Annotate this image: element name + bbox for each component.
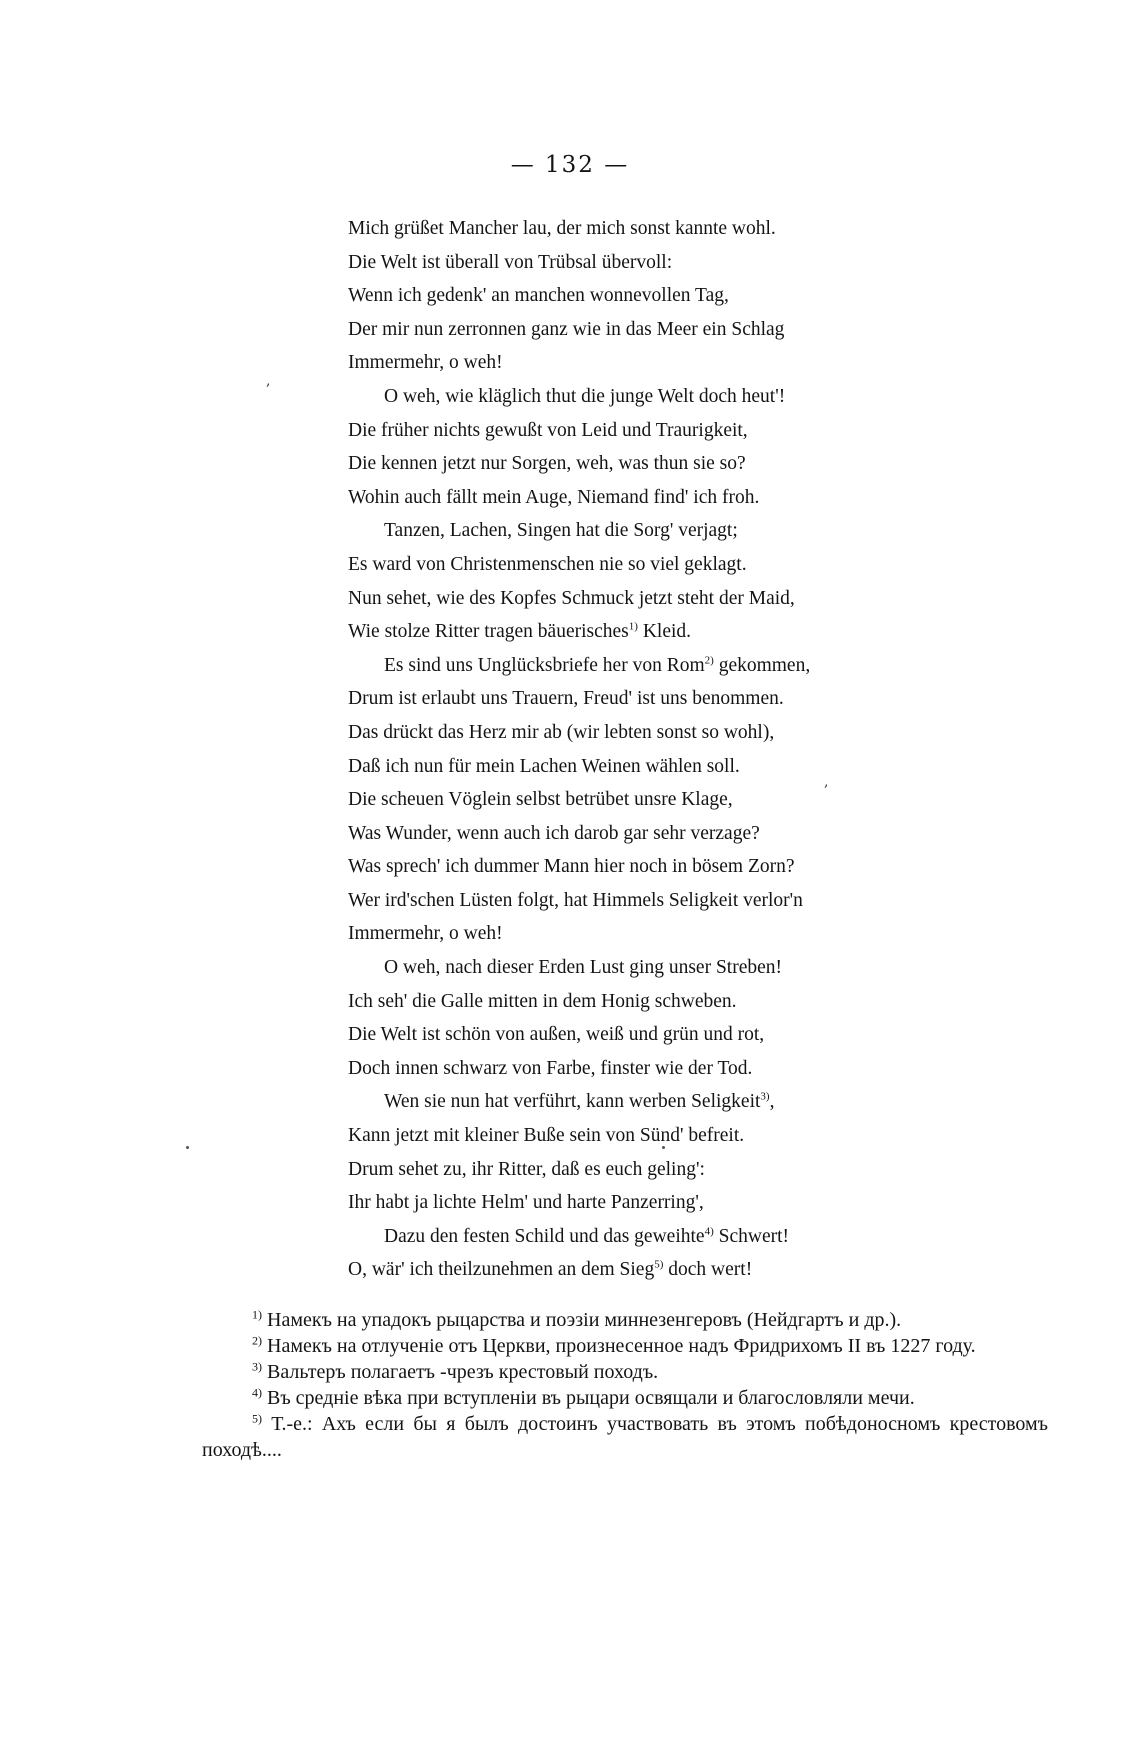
poem-line-text: Drum ist erlaubt uns Trauern, Freud' ist uns benommen. [348, 688, 784, 710]
poem-line-text: Es ward von Christenmenschen nie so viel geklagt. [348, 553, 747, 575]
poem-line-tail: Kleid. [637, 621, 692, 643]
footnote-marker: 1) [628, 620, 638, 633]
poem-line-text: Was sprech' ich dummer Mann hier noch in bösem Zorn? [348, 856, 795, 878]
poem-line [348, 682, 908, 716]
footnote-number: 2) [252, 1333, 262, 1348]
footnote-text: Намекъ на упадокъ рыцарства и поэзіи миннезенгеровъ (Нейдгартъ и др.). [262, 1309, 902, 1331]
poem-line-text: Mich grüßet Mancher lau, der mich sonst kannte wohl. [348, 218, 776, 239]
poem-line [348, 917, 908, 951]
poem-line-text: Der mir nun zerronnen ganz wie in das Meer ein Schlag [348, 318, 785, 340]
footnotes [202, 1307, 1048, 1463]
footnote-number: 5) [252, 1411, 262, 1426]
poem-line-text: Doch innen schwarz von Farbe, finster wie der Tod. [348, 1057, 753, 1079]
poem-line [348, 414, 908, 448]
margin-mark: , [266, 373, 271, 389]
poem-line-text: Wer ird'schen Lüsten folgt, hat Himmels Seligkeit verlor'n [348, 889, 803, 911]
poem-line [348, 346, 908, 380]
poem-line [348, 985, 908, 1019]
footnote-marker: 5) [654, 1258, 664, 1271]
poem-line [348, 817, 908, 851]
poem-line [348, 1119, 908, 1153]
page-number: — 132 — [510, 152, 630, 178]
footnote [202, 1411, 1048, 1463]
poem-line-text: O, wär' ich theilzunehmen an dem Sieg [348, 1259, 655, 1281]
footnote-marker: 2) [704, 654, 714, 667]
poem-line [348, 615, 908, 649]
footnote-number: 4) [252, 1385, 262, 1400]
footnote-text: Въ средніе вѣка при вступленіи въ рыцари освящали и благословляли мечи. [262, 1387, 915, 1409]
poem-line-text: Nun sehet, wie des Kopfes Schmuck jetzt steht der Maid, [348, 587, 795, 609]
footnote [202, 1333, 1048, 1359]
poem-line-tail: gekommen, [713, 654, 811, 676]
poem-line [348, 514, 908, 548]
footnote-number: 3) [252, 1359, 262, 1374]
poem-line-tail: doch wert! [663, 1259, 753, 1281]
poem-line-text: Dazu den festen Schild und das geweihte [384, 1225, 705, 1247]
poem-line [348, 1018, 908, 1052]
separator-dot [186, 1146, 189, 1149]
poem-line-text: Drum sehet zu, ihr Ritter, daß es euch geling': [348, 1158, 705, 1180]
poem-line-text: Daß ich nun für mein Lachen Weinen wählen soll. [348, 755, 740, 777]
poem-line-text: Die Welt ist überall von Trübsal übervoll: [348, 251, 673, 273]
poem-line [348, 850, 908, 884]
poem-line [348, 582, 908, 616]
poem-line [348, 951, 908, 985]
poem-line [348, 447, 908, 481]
poem-line [348, 212, 908, 246]
poem-line-text: Die Welt ist schön von außen, weiß und grün und rot, [348, 1024, 765, 1046]
footnote-number: 1) [252, 1307, 262, 1322]
poem-line-text: Wenn ich gedenk' an manchen wonnevollen Tag, [348, 285, 729, 307]
poem-line [348, 279, 908, 313]
poem-line-text: O weh, wie kläglich thut die junge Welt doch heut'! [384, 385, 786, 407]
footnote [202, 1385, 1048, 1411]
poem-line-text: Immermehr, o weh! [348, 923, 503, 945]
poem-line-text: Immermehr, o weh! [348, 352, 503, 374]
poem-line-text: Ihr habt ja lichte Helm' und harte Panzerring', [348, 1192, 704, 1214]
footnote [202, 1359, 1048, 1385]
margin-mark: , [824, 774, 829, 790]
footnote-text: Намекъ на отлученіе отъ Церкви, произнесенное надъ Фридрихомъ II въ 1227 году. [262, 1335, 976, 1357]
poem-line [348, 649, 908, 683]
poem-line-text: Es sind uns Unglücksbriefe her von Rom [384, 654, 705, 676]
poem-line [348, 481, 908, 515]
poem-line-text: Das drückt das Herz mir ab (wir lebten sonst so wohl), [348, 721, 775, 743]
poem-line-text: Was Wunder, wenn auch ich darob gar sehr verzage? [348, 822, 760, 844]
poem-line-text: Kann jetzt mit kleiner Buße sein von Sünd' befreit. [348, 1125, 745, 1147]
poem-line [348, 1085, 908, 1119]
poem-line [348, 716, 908, 750]
poem-line [348, 884, 908, 918]
poem-line-text: Wen sie nun hat verführt, kann werben Seligkeit [384, 1091, 761, 1113]
poem-line [348, 1253, 908, 1287]
poem-line-text: Tanzen, Lachen, Singen hat die Sorg' verjagt; [384, 520, 738, 542]
poem-line [348, 1220, 908, 1254]
poem-line [348, 380, 908, 414]
poem-line [348, 313, 908, 347]
poem-line [348, 1052, 908, 1086]
footnote-text: Т.-е.: Ахъ если бы я былъ достоинъ участвовать въ этомъ побѣдоносномъ крестовомъ походѣ.... [202, 1413, 1048, 1461]
footnote [202, 1307, 1048, 1333]
footnote-marker: 4) [704, 1225, 714, 1238]
poem-line-text: Die früher nichts gewußt von Leid und Traurigkeit, [348, 419, 748, 441]
poem-line-tail: Schwert! [713, 1225, 790, 1247]
poem-line-text: O weh, nach dieser Erden Lust ging unser Streben! [384, 957, 783, 979]
poem-line [348, 1153, 908, 1187]
poem-line-tail: , [769, 1091, 775, 1113]
separator-dot [662, 1146, 665, 1149]
poem-line [348, 246, 908, 280]
poem-line [348, 1186, 908, 1220]
poem-line-text: Ich seh' die Galle mitten in dem Honig schweben. [348, 990, 737, 1012]
footnote-text: Вальтеръ полагаетъ -чрезъ крестовый походъ. [262, 1361, 659, 1383]
poem-line-text: Wie stolze Ritter tragen bäuerisches [348, 621, 629, 643]
poem-line-text: Die kennen jetzt nur Sorgen, weh, was thun sie so? [348, 453, 746, 475]
poem [348, 212, 908, 1287]
poem-line [348, 548, 908, 582]
footnote-marker: 3) [760, 1090, 770, 1103]
poem-line-text: Die scheuen Vöglein selbst betrübet unsre Klage, [348, 789, 733, 811]
poem-line-text: Wohin auch fällt mein Auge, Niemand find' ich froh. [348, 486, 760, 508]
